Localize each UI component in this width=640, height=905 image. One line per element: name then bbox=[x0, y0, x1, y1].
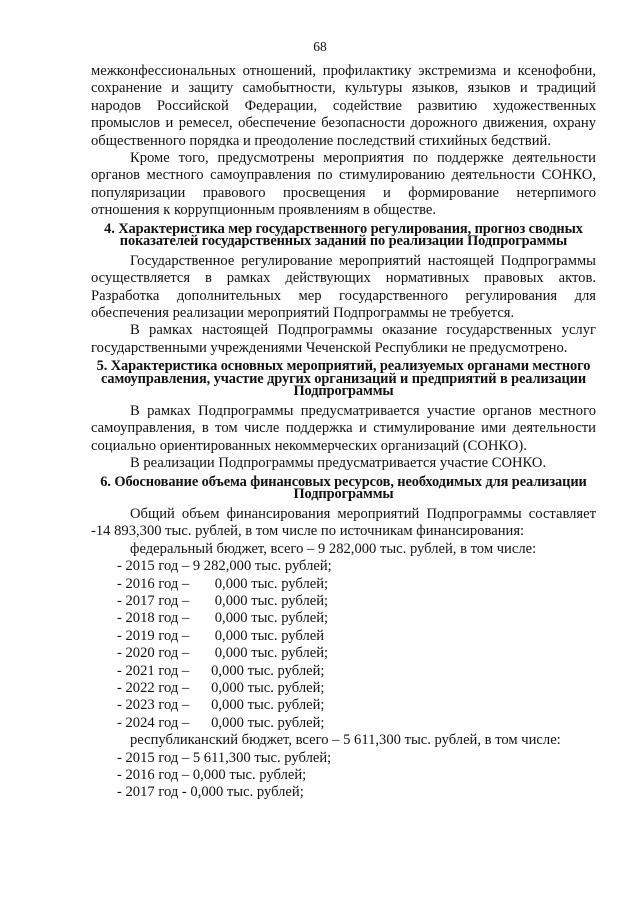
funding-year-item: - 2024 год – 0,000 тыс. рублей; bbox=[117, 714, 325, 731]
funding-year-item: - 2015 год – 5 611,300 тыс. рублей; bbox=[117, 749, 332, 766]
page-content bbox=[91, 63, 596, 802]
funding-year-item: - 2017 год – 0,000 тыс. рублей; bbox=[117, 592, 329, 609]
funding-year-item: - 2016 год – 0,000 тыс. рублей; bbox=[117, 575, 329, 592]
paragraph: В реализации Подпрограммы предусматривается участие СОНКО. bbox=[130, 455, 547, 472]
funding-year-item: - 2023 год – 0,000 тыс. рублей; bbox=[117, 697, 325, 714]
funding-year-item: - 2019 год – 0,000 тыс. рублей bbox=[117, 627, 325, 644]
section-heading: 6. Обоснование объема финансовых ресурсов, необходимых для реализации Подпрограммы bbox=[100, 473, 587, 503]
page-number: 68 bbox=[313, 39, 327, 54]
funding-year-item: - 2016 год – 0,000 тыс. рублей; bbox=[117, 766, 307, 783]
paragraph: Кроме того, предусмотрены мероприятия по поддержке деятельности органов местного самоуправления по стимулированию деятельности СОНКО, популяризации правового просвещения и формирование нетерпимого отношения к коррупционным проявлениям в обществе. bbox=[91, 150, 596, 219]
funding-year-item: - 2018 год – 0,000 тыс. рублей; bbox=[117, 610, 329, 627]
section-heading: 4. Характеристика мер государственного регулирования, прогноз сводных показателей государственных заданий по реализации Подпрограммы bbox=[104, 220, 583, 250]
funding-year-item: - 2015 год – 9 282,000 тыс. рублей; bbox=[117, 558, 332, 575]
paragraph: Государственное регулирование мероприятий настоящей Подпрограммы осуществляется в рамках действующих нормативных правовых актов. Разработка дополнительных мер государственного регулирования для обеспечения реализации мероприятий Подпрограммы не требуется. bbox=[91, 252, 596, 322]
paragraph: В рамках Подпрограммы предусматривается участие органов местного самоуправления, в том числе поддержка и стимулирование ими деятельности социально ориентированных некоммерческих организаций (СОНКО). bbox=[91, 403, 596, 454]
section-heading: 5. Характеристика основных мероприятий, реализуемых органами местного самоуправления, участие других организаций и предприятий в реализации Подпрограммы bbox=[96, 358, 591, 400]
funding-source-line: федеральный бюджет, всего – 9 282,000 тыс. рублей, в том числе: bbox=[130, 540, 537, 557]
funding-source-line: республиканский бюджет, всего – 5 611,300 тыс. рублей, в том числе: bbox=[130, 732, 561, 749]
paragraph: Общий объем финансирования мероприятий Подпрограммы составляет -14 893,300 тыс. рублей, в том числе по источникам финансирования: bbox=[91, 505, 596, 540]
funding-year-item: - 2021 год – 0,000 тыс. рублей; bbox=[117, 662, 325, 679]
funding-year-item: - 2017 год - 0,000 тыс. рублей; bbox=[117, 784, 304, 801]
paragraph: межконфессиональных отношений, профилактику экстремизма и ксенофобни, сохранение и защиту самобытности, культуры языков, языков и традиций народов Российской Федерации, содействие развитию художественных промыслов и ремесел, обеспечение безопасности дорожного движения, охрану общественного порядка и преодоление последствий стихийных бедствий. bbox=[91, 63, 596, 149]
funding-year-item: - 2022 год – 0,000 тыс. рублей; bbox=[117, 679, 325, 696]
paragraph: В рамках настоящей Подпрограммы оказание государственных услуг государственными учреждениями Чеченской Республики не предусмотрено. bbox=[91, 322, 596, 356]
funding-year-item: - 2020 год – 0,000 тыс. рублей; bbox=[117, 645, 329, 662]
